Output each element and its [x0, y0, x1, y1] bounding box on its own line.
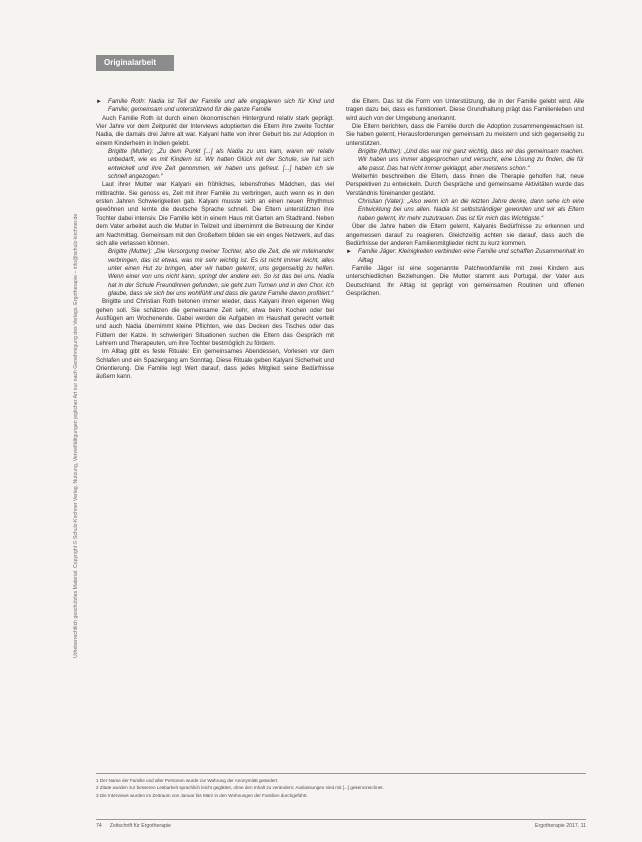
body-paragraph: Auch Familie Roth ist durch einen ökonomischen Hintergrund relativ stark geprägt. Vier Jahre vor dem Zeitpunkt der Interviews adoptierten die Eltern ihre zweite Tochter Nadia, die damals drei Jahre alt war. Kalyani hatte von ihrer Geburt bis zur Adoption in einem Kinderheim in Indien gelebt. — [96, 114, 334, 147]
interview-quote — [96, 148, 334, 181]
bullet-icon: ► — [96, 98, 103, 105]
quote-speaker: Brigitte (Mutter): — [358, 148, 404, 156]
quote-text: „Zu dem Punkt [...] als Nadia zu uns kam, waren wir relativ unbedarft, wie es mit Kindern ist. Wir hatten Glück mit der Schule, sie hat sich entwickelt und ihre Zeit genommen, wir haben uns gefreut. [...] haben ich sie schnell angezogen.“ — [108, 148, 334, 181]
quote-speaker: Brigitte (Mutter): — [108, 148, 157, 156]
page-footer — [96, 819, 586, 829]
section-tag: Originalarbeit — [96, 55, 174, 71]
page-number: 74 — [96, 823, 102, 829]
interview-quote — [96, 248, 334, 298]
body-paragraph: Über die Jahre haben die Eltern gelernt, Kalyanis Bedürfnisse zu erkennen und angemessen darauf zu reagieren. Gleichzeitig achten sie darauf, dass auch die Bedürfnisse der anderen Familienmitglieder nicht zu kurz kommen. — [346, 223, 584, 247]
quote-text: „Die Versorgung meiner Tochter, also die Zeit, die wir miteinander verbringen, das ist etwas, was mir sehr wichtig ist. Es ist nicht immer leicht, alles unter einen Hut zu bringen, aber wir haben gelernt, uns gegenseitig zu helfen. Wenn einer von uns nicht kann, springt der andere ein. So ist das bei uns. Nadia hat in der Schule Freundinnen gefunden, sie geht zum Turnen und in den Chor. Ich glaube, dass sie sich bei uns wohlfühlt und dass die ganze Familie davon profitiert.“ — [108, 248, 334, 297]
section-heading — [346, 248, 584, 265]
body-paragraph: Laut ihrer Mutter war Kalyani ein fröhliches, lebensfrohes Mädchen, das viel mitbrachte. Sie genoss es, Zeit mit ihrer Familie zu verbringen, auch wenn es in den ersten Jahren Schwierigkeiten gab. Kalyani musste sich an einen neuen Rhythmus gewöhnen und lernte die deutsche Sprache schnell. Die Eltern unterstützten ihre Tochter dabei intensiv. Die Familie lebt in einem Haus mit Garten am Stadtrand. Neben dem Vater arbeitet auch die Mutter in Teilzeit und übernimmt die Betreuung der Kinder am Nachmittag. Gemeinsam mit den Großeltern bilden sie ein enges Netzwerk, auf das sich alle verlassen können. — [96, 181, 334, 247]
interview-quote — [346, 148, 584, 173]
footnote: 1 Der Name der Familie und aller Personen wurde zur Wahrung der Anonymität geändert. — [96, 778, 279, 783]
journal-name: Zeitschrift für Ergotherapie — [109, 823, 171, 829]
body-paragraph: Die Eltern berichten, dass die Familie durch die Adoption zusammengewachsen ist. Sie haben gelernt, Herausforderungen gemeinsam zu meistern und sich gegenseitig zu unterstützen. — [346, 123, 584, 147]
quote-speaker: Brigitte (Mutter): — [108, 248, 155, 256]
heading-text: Familie Roth: Nadia ist Teil der Familie und alle engagieren sich für Kind und Familie; gemeinsam und unterstützend für die ganze Familie — [108, 98, 334, 114]
body-paragraph: die Eltern. Das ist die Form von Unterstützung, die in der Familie gelebt wird. Alle tragen dazu bei, dass es funktioniert. Diese Grundhaltung prägt das Familienleben und wird auch von der Umgebung anerkannt. — [346, 98, 584, 122]
section-heading — [96, 98, 334, 115]
quote-text: „Also wenn ich an die letzten Jahre denke, dann sehe ich eine Entwicklung bei uns allen. Nadia ist selbstständiger geworden und wir als Eltern haben gelernt, ihr mehr zuzutrauen. Das ist für mich das Wichtigste.“ — [358, 198, 584, 222]
right-column — [346, 98, 584, 298]
issue-info: Ergotherapie 2017, 11 — [535, 823, 586, 829]
quote-text: „Und das war mir ganz wichtig, dass wir das gemeinsam machen. Wir haben uns immer abgesprochen und versucht, eine Lösung zu finden, die für alle passt. Das hat nicht immer geklappt, aber meistens schon.“ — [358, 148, 584, 172]
interview-quote — [346, 198, 584, 223]
body-paragraph: Brigitte und Christian Roth betonen immer wieder, dass Kalyani ihren eigenen Weg gehen soll. Sie schätzen die gemeinsame Zeit sehr, etwa beim Kochen oder bei Ausflügen am Wochenende. Dabei werden die Aufgaben im Haushalt gerecht verteilt und auch Nadia übernimmt kleine Pflichten, wie das Decken des Tisches oder das Füttern der Katze. In schwierigen Situationen suchen die Eltern das Gespräch mit Lehrern und Therapeuten, um ihre Tochter bestmöglich zu fördern. — [96, 298, 334, 347]
body-paragraph: Familie Jäger ist eine sogenannte Patchworkfamilie mit zwei Kindern aus unterschiedlichen Beziehungen. Die Mutter stammt aus Portugal, der Vater aus Deutschland. Ihr Alltag ist geprägt von gemeinsamen Routinen und offenen Gesprächen. — [346, 264, 584, 297]
heading-text: Familie Jäger: Kleinigkeiten verbinden eine Familie und schaffen Zusammenhalt im Alltag — [358, 248, 584, 264]
body-paragraph: Im Alltag gibt es feste Rituale: Ein gemeinsames Abendessen, Vorlesen vor dem Schlafen und ein Spaziergang am Sonntag. Diese Rituale geben Kalyani Sicherheit und Orientierung. Die Familie legt Wert darauf, dass jedes Mitglied seine Bedürfnisse äußern kann. — [96, 348, 334, 381]
body-paragraph: Weiterhin beschreiben die Eltern, dass ihnen die Therapie geholfen hat, neue Perspektiven zu entwickeln. Durch Gespräche und gemeinsame Aktivitäten wurde das Verständnis füreinander gestärkt. — [346, 173, 584, 197]
footnote: 2 Zitate wurden zur besseren Lesbarkeit sprachlich leicht geglättet, ohne den Inhalt zu verändern; Auslassungen sind mit [...] gekennzeichnet. — [96, 785, 384, 791]
bullet-icon: ► — [346, 248, 353, 256]
left-column — [96, 98, 334, 382]
footnotes — [96, 773, 586, 800]
footnote: 3 Die Interviews wurden im Zeitraum von Januar bis März in den Wohnungen der Familien durchgeführt. — [96, 792, 308, 798]
quote-speaker: Christian (Vater): — [358, 198, 408, 206]
copyright-text: Urheberrechtlich geschütztes Material. Copyright © Schulz-Kirchner Verlag. Nutzung, Vervielfältigungen jeglicher Art nur nach Genehmigung des Verlags. Ergotherapie – info@schulz-kirchner.de — [73, 213, 79, 658]
copyright-side-note — [62, 68, 79, 658]
